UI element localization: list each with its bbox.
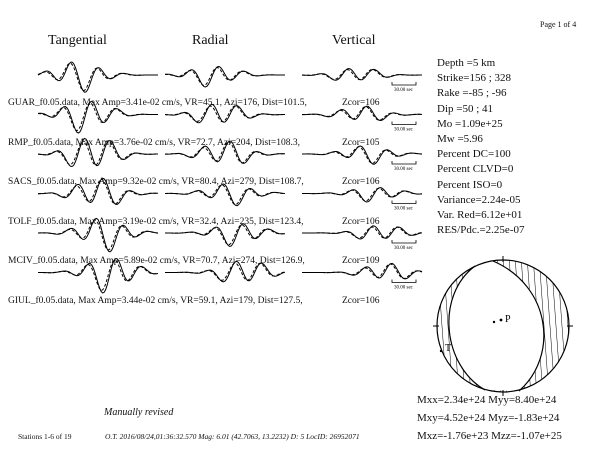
observed-trace <box>38 62 158 92</box>
param-variance: Variance=2.24e-05 <box>437 193 521 206</box>
moment-tensor-row-2: Mxy=4.52e+24 Myz=-1.83e+24 <box>417 412 560 424</box>
synthetic-trace <box>302 107 422 120</box>
station-caption: RMP_f0.05.data, Max Amp=3.76e-02 cm/s, VR=72.7, Azi=204, Dist=108.3, <box>8 137 300 148</box>
time-scale-label: 30.00 sec <box>394 88 413 93</box>
time-scale-label: 30.00 sec <box>394 206 413 212</box>
column-header-vertical: Vertical <box>332 33 376 48</box>
observed-trace <box>302 69 422 81</box>
param-percent-dc: Percent DC=100 <box>437 148 511 161</box>
time-scale-bar <box>392 240 416 243</box>
station-caption: SACS_f0.05.data, Max Amp=9.32e-02 cm/s, VR=80.4, Azi=279, Dist=108.7, <box>8 177 304 187</box>
time-scale-label: 30.00 sec <box>394 127 413 133</box>
time-scale-label: 30.00 sec <box>394 285 413 291</box>
footer-stations: Stations 1-6 of 19 <box>18 432 72 441</box>
time-scale-bar <box>392 82 416 85</box>
param-mo: Mo =1.09e+25 <box>437 117 503 130</box>
station-zcor: Zcor=106 <box>342 216 380 227</box>
synthetic-trace <box>165 225 285 245</box>
synthetic-trace <box>302 264 422 279</box>
synthetic-trace <box>302 188 422 201</box>
time-scale-bar <box>392 161 416 164</box>
observed-trace <box>165 67 285 88</box>
station-zcor: Zcor=106 <box>342 177 380 187</box>
solution-parameters <box>437 56 524 238</box>
time-scale-bar <box>392 201 416 204</box>
column-header-radial: Radial <box>192 33 229 48</box>
param-depth: Depth =5 km <box>437 57 496 69</box>
time-scale-label: 30.00 sec <box>394 246 413 251</box>
param-rake: Rake =-85 ; -96 <box>437 87 507 100</box>
station-caption: GUAR_f0.05.data, Max Amp=3.41e-02 cm/s, VR=45.1, Azi=176, Dist=101.5, <box>8 98 307 108</box>
time-scale-bar <box>392 122 416 125</box>
page-number: Page 1 of 4 <box>540 20 577 29</box>
param-percent-clvd: Percent CLVD=0 <box>437 163 514 176</box>
param-dip: Dip =50 ; 41 <box>437 102 494 115</box>
param-res-pdc: RES/Pdc.=2.25e-07 <box>437 224 525 237</box>
moment-tensor-row-1: Mxx=2.34e+24 Myy=8.40e+24 <box>417 394 557 406</box>
p-axis-marker <box>500 319 503 322</box>
station-caption: MCIV_f0.05.data, Max Amp=5.89e-02 cm/s, VR=70.7, Azi=274, Dist=126.9, <box>8 256 305 266</box>
synthetic-trace <box>165 68 285 86</box>
station-caption: TOLF_f0.05.data, Max Amp=3.19e-02 cm/s, VR=32.4, Azi=235, Dist=123.4, <box>8 216 304 227</box>
param-percent-iso: Percent ISO=0 <box>437 178 503 191</box>
station-zcor: Zcor=106 <box>342 98 380 108</box>
t-axis-marker <box>440 350 442 352</box>
time-scale-bar <box>392 280 416 283</box>
param-strike: Strike=156 ; 328 <box>437 72 512 85</box>
moment-tensor-row-3: Mxz=-1.76e+23 Mzz=-1.07e+25 <box>417 430 562 442</box>
station-caption: GIUL_f0.05.data, Max Amp=3.44e-02 cm/s, VR=59.1, Azi=179, Dist=127.5, <box>8 295 303 306</box>
observed-trace <box>302 106 422 120</box>
param-mw: Mw =5.96 <box>437 132 483 145</box>
column-header-tangential: Tangential <box>48 33 107 48</box>
time-scale-label: 30.00 sec <box>394 167 413 172</box>
p-axis-label: P <box>505 314 511 325</box>
station-zcor: Zcor=106 <box>342 295 380 306</box>
manual-revision-note: Manually revised <box>104 407 174 418</box>
focal-mechanism-beachball <box>433 256 573 396</box>
param-var-red: Var. Red=6.12e+01 <box>437 208 523 221</box>
t-axis-label: T <box>445 343 452 354</box>
station-zcor: Zcor=105 <box>342 137 380 148</box>
observed-trace <box>165 184 285 206</box>
station-zcor: Zcor=109 <box>342 256 380 266</box>
observed-trace <box>165 224 285 247</box>
observed-trace <box>302 188 422 202</box>
footer-origin-info: O.T. 2016/08/24,01:36:32.570 Mag: 6.01 (42.7063, 13.2232) D: 5 LocID: 26952071 <box>105 432 360 441</box>
